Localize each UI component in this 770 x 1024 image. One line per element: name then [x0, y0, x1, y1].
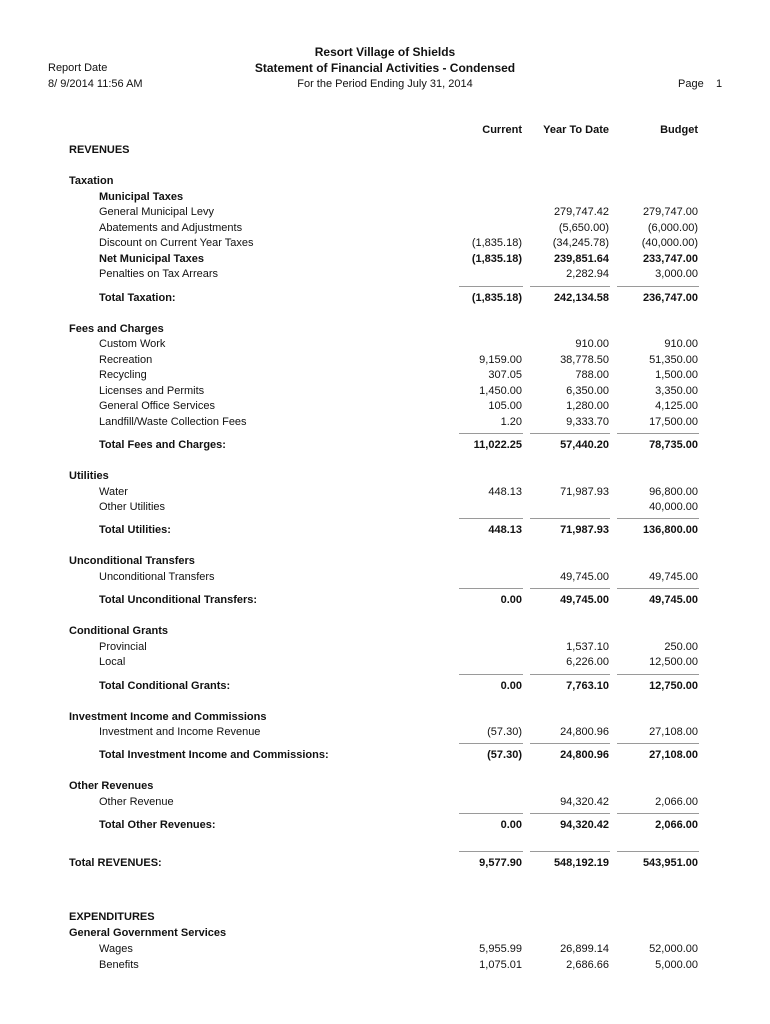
- statement-row: [0, 710, 770, 724]
- row-current-value: 11,022.25: [473, 439, 522, 451]
- total-separator: [530, 433, 610, 434]
- row-ytd-value: 38,778.50: [560, 354, 609, 366]
- total-separator: [530, 518, 610, 519]
- row-budget-value: 2,066.00: [655, 819, 698, 831]
- row-budget-value: (6,000.00): [647, 222, 698, 234]
- row-ytd-value: 788.00: [575, 369, 609, 381]
- report-date: 8/ 9/2014 11:56 AM: [48, 78, 143, 90]
- column-budget: Budget: [660, 124, 698, 136]
- total-separator: [617, 433, 699, 434]
- statement-row: [0, 438, 770, 452]
- row-label: Conditional Grants: [69, 625, 168, 637]
- statement-row: [0, 353, 770, 367]
- row-label: Total Taxation:: [99, 292, 176, 304]
- row-budget-value: 3,000.00: [655, 268, 698, 280]
- row-label: Net Municipal Taxes: [99, 253, 204, 265]
- org-name: Resort Village of Shields: [314, 45, 456, 59]
- total-separator: [617, 743, 699, 744]
- statement-row: [0, 818, 770, 832]
- statement-row: [0, 570, 770, 584]
- statement-row: [0, 593, 770, 607]
- row-ytd-value: 24,800.96: [560, 726, 609, 738]
- row-current-value: (1,835.18): [471, 237, 522, 249]
- row-current-value: 105.00: [488, 400, 522, 412]
- row-budget-value: 49,745.00: [649, 571, 698, 583]
- statement-row: [0, 679, 770, 693]
- row-label: Local: [99, 656, 126, 668]
- row-ytd-value: 239,851.64: [553, 253, 609, 265]
- total-separator: [459, 813, 523, 814]
- row-current-value: 448.13: [488, 524, 522, 536]
- row-budget-value: 236,747.00: [642, 292, 698, 304]
- statement-row: [0, 856, 770, 870]
- row-label: Recreation: [99, 354, 153, 366]
- row-budget-value: 27,108.00: [649, 726, 698, 738]
- row-label: General Government Services: [69, 927, 227, 939]
- row-ytd-value: 94,320.42: [560, 819, 609, 831]
- total-separator: [459, 588, 523, 589]
- statement-row: [0, 322, 770, 336]
- row-current-value: 0.00: [500, 594, 522, 606]
- row-label: Taxation: [69, 175, 114, 187]
- row-label: REVENUES: [69, 144, 130, 156]
- total-separator: [617, 286, 699, 287]
- statement-row: [0, 291, 770, 305]
- row-budget-value: 78,735.00: [649, 439, 698, 451]
- row-budget-value: 279,747.00: [642, 206, 698, 218]
- total-separator: [459, 851, 523, 852]
- row-label: Recycling: [99, 369, 147, 381]
- row-label: Discount on Current Year Taxes: [99, 237, 254, 249]
- total-separator: [459, 674, 523, 675]
- row-ytd-value: 2,686.66: [566, 959, 609, 971]
- row-ytd-value: 6,350.00: [566, 385, 609, 397]
- row-ytd-value: 57,440.20: [560, 439, 609, 451]
- row-ytd-value: 1,537.10: [566, 641, 609, 653]
- row-budget-value: 12,500.00: [649, 656, 698, 668]
- statement-row: [0, 725, 770, 739]
- row-current-value: (1,835.18): [471, 292, 522, 304]
- statement-row: [0, 368, 770, 382]
- statement-row: [0, 958, 770, 972]
- total-separator: [617, 813, 699, 814]
- row-ytd-value: 49,745.00: [560, 571, 609, 583]
- row-label: Fees and Charges: [69, 323, 164, 335]
- row-budget-value: 136,800.00: [642, 524, 698, 536]
- statement-row: [0, 252, 770, 266]
- row-current-value: 9,577.90: [479, 857, 522, 869]
- row-label: Benefits: [99, 959, 139, 971]
- row-label: Water: [99, 486, 128, 498]
- statement-row: [0, 236, 770, 250]
- row-ytd-value: 6,226.00: [566, 656, 609, 668]
- statement-row: [0, 624, 770, 638]
- statement-row: [0, 143, 770, 157]
- total-separator: [530, 813, 610, 814]
- statement-title: Statement of Financial Activities - Condensed: [254, 61, 516, 75]
- row-current-value: (57.30): [487, 749, 522, 761]
- row-ytd-value: (34,245.78): [552, 237, 609, 249]
- statement-row: [0, 554, 770, 568]
- total-separator: [459, 433, 523, 434]
- page-label: Page: [678, 78, 704, 90]
- row-current-value: 1,450.00: [479, 385, 522, 397]
- row-budget-value: 27,108.00: [649, 749, 698, 761]
- total-separator: [617, 518, 699, 519]
- row-label: Provincial: [99, 641, 147, 653]
- statement-row: [0, 399, 770, 413]
- statement-row: [0, 795, 770, 809]
- row-budget-value: 2,066.00: [655, 796, 698, 808]
- total-separator: [617, 674, 699, 675]
- row-label: Municipal Taxes: [99, 191, 184, 203]
- row-label: General Office Services: [99, 400, 215, 412]
- row-label: Total Investment Income and Commissions:: [99, 749, 329, 761]
- row-current-value: 1,075.01: [479, 959, 522, 971]
- row-label: Investment Income and Commissions: [69, 711, 267, 723]
- row-label: Licenses and Permits: [99, 385, 205, 397]
- page-number: 1: [716, 78, 723, 90]
- row-label: EXPENDITURES: [69, 911, 155, 923]
- row-label: General Municipal Levy: [99, 206, 214, 218]
- total-separator: [530, 674, 610, 675]
- row-budget-value: 51,350.00: [649, 354, 698, 366]
- row-ytd-value: 242,134.58: [553, 292, 609, 304]
- row-budget-value: 1,500.00: [655, 369, 698, 381]
- total-separator: [530, 851, 610, 852]
- statement-row: [0, 640, 770, 654]
- statement-row: [0, 910, 770, 924]
- row-budget-value: 4,125.00: [655, 400, 698, 412]
- row-current-value: 0.00: [500, 680, 522, 692]
- row-ytd-value: 1,280.00: [566, 400, 609, 412]
- row-ytd-value: 26,899.14: [560, 943, 609, 955]
- row-ytd-value: 71,987.93: [560, 524, 609, 536]
- row-label: Wages: [99, 943, 133, 955]
- row-ytd-value: 94,320.42: [560, 796, 609, 808]
- row-current-value: (1,835.18): [471, 253, 522, 265]
- total-separator: [617, 851, 699, 852]
- row-current-value: 1.20: [500, 416, 522, 428]
- statement-row: [0, 337, 770, 351]
- row-ytd-value: 279,747.42: [553, 206, 609, 218]
- row-label: Custom Work: [99, 338, 166, 350]
- statement-row: [0, 485, 770, 499]
- row-budget-value: 250.00: [664, 641, 698, 653]
- row-current-value: 448.13: [488, 486, 522, 498]
- row-label: Total Utilities:: [99, 524, 171, 536]
- row-label: Unconditional Transfers: [69, 555, 195, 567]
- row-label: Landfill/Waste Collection Fees: [99, 416, 247, 428]
- row-ytd-value: 2,282.94: [566, 268, 609, 280]
- row-budget-value: 40,000.00: [649, 501, 698, 513]
- row-budget-value: 96,800.00: [649, 486, 698, 498]
- row-label: Penalties on Tax Arrears: [99, 268, 219, 280]
- row-ytd-value: 910.00: [575, 338, 609, 350]
- row-budget-value: 52,000.00: [649, 943, 698, 955]
- statement-row: [0, 748, 770, 762]
- total-separator: [530, 286, 610, 287]
- statement-row: [0, 190, 770, 204]
- row-label: Total Conditional Grants:: [99, 680, 231, 692]
- row-budget-value: 49,745.00: [649, 594, 698, 606]
- row-current-value: 9,159.00: [479, 354, 522, 366]
- period-label: For the Period Ending July 31, 2014: [297, 78, 473, 90]
- row-ytd-value: (5,650.00): [558, 222, 609, 234]
- row-ytd-value: 9,333.70: [566, 416, 609, 428]
- row-current-value: 0.00: [500, 819, 522, 831]
- statement-row: [0, 469, 770, 483]
- statement-row: [0, 926, 770, 940]
- statement-row: [0, 415, 770, 429]
- row-current-value: (57.30): [487, 726, 522, 738]
- row-ytd-value: 24,800.96: [560, 749, 609, 761]
- row-ytd-value: 71,987.93: [560, 486, 609, 498]
- statement-row: [0, 384, 770, 398]
- statement-row: [0, 174, 770, 188]
- row-label: Other Revenue: [99, 796, 174, 808]
- statement-row: [0, 779, 770, 793]
- total-separator: [530, 743, 610, 744]
- row-budget-value: 3,350.00: [655, 385, 698, 397]
- statement-row: [0, 267, 770, 281]
- row-label: Other Revenues: [69, 780, 154, 792]
- statement-row: [0, 205, 770, 219]
- row-ytd-value: 49,745.00: [560, 594, 609, 606]
- total-separator: [530, 588, 610, 589]
- row-budget-value: 17,500.00: [649, 416, 698, 428]
- row-budget-value: 543,951.00: [642, 857, 698, 869]
- total-separator: [617, 588, 699, 589]
- statement-row: [0, 523, 770, 537]
- row-label: Unconditional Transfers: [99, 571, 215, 583]
- row-budget-value: 233,747.00: [642, 253, 698, 265]
- row-label: Investment and Income Revenue: [99, 726, 261, 738]
- row-budget-value: 12,750.00: [649, 680, 698, 692]
- statement-row: [0, 942, 770, 956]
- report-date-label: Report Date: [48, 62, 108, 74]
- row-label: Total REVENUES:: [69, 857, 162, 869]
- row-ytd-value: 7,763.10: [566, 680, 609, 692]
- total-separator: [459, 518, 523, 519]
- row-ytd-value: 548,192.19: [553, 857, 609, 869]
- row-label: Total Unconditional Transfers:: [99, 594, 258, 606]
- row-current-value: 5,955.99: [479, 943, 522, 955]
- row-budget-value: (40,000.00): [641, 237, 698, 249]
- row-label: Utilities: [69, 470, 109, 482]
- statement-row: [0, 221, 770, 235]
- column-year-to-date: Year To Date: [543, 124, 609, 136]
- total-separator: [459, 743, 523, 744]
- statement-row: [0, 655, 770, 669]
- row-current-value: 307.05: [488, 369, 522, 381]
- row-label: Total Other Revenues:: [99, 819, 216, 831]
- statement-row: [0, 500, 770, 514]
- column-current: Current: [482, 124, 522, 136]
- row-budget-value: 5,000.00: [655, 959, 698, 971]
- total-separator: [459, 286, 523, 287]
- row-label: Abatements and Adjustments: [99, 222, 243, 234]
- row-budget-value: 910.00: [664, 338, 698, 350]
- row-label: Total Fees and Charges:: [99, 439, 226, 451]
- row-label: Other Utilities: [99, 501, 166, 513]
